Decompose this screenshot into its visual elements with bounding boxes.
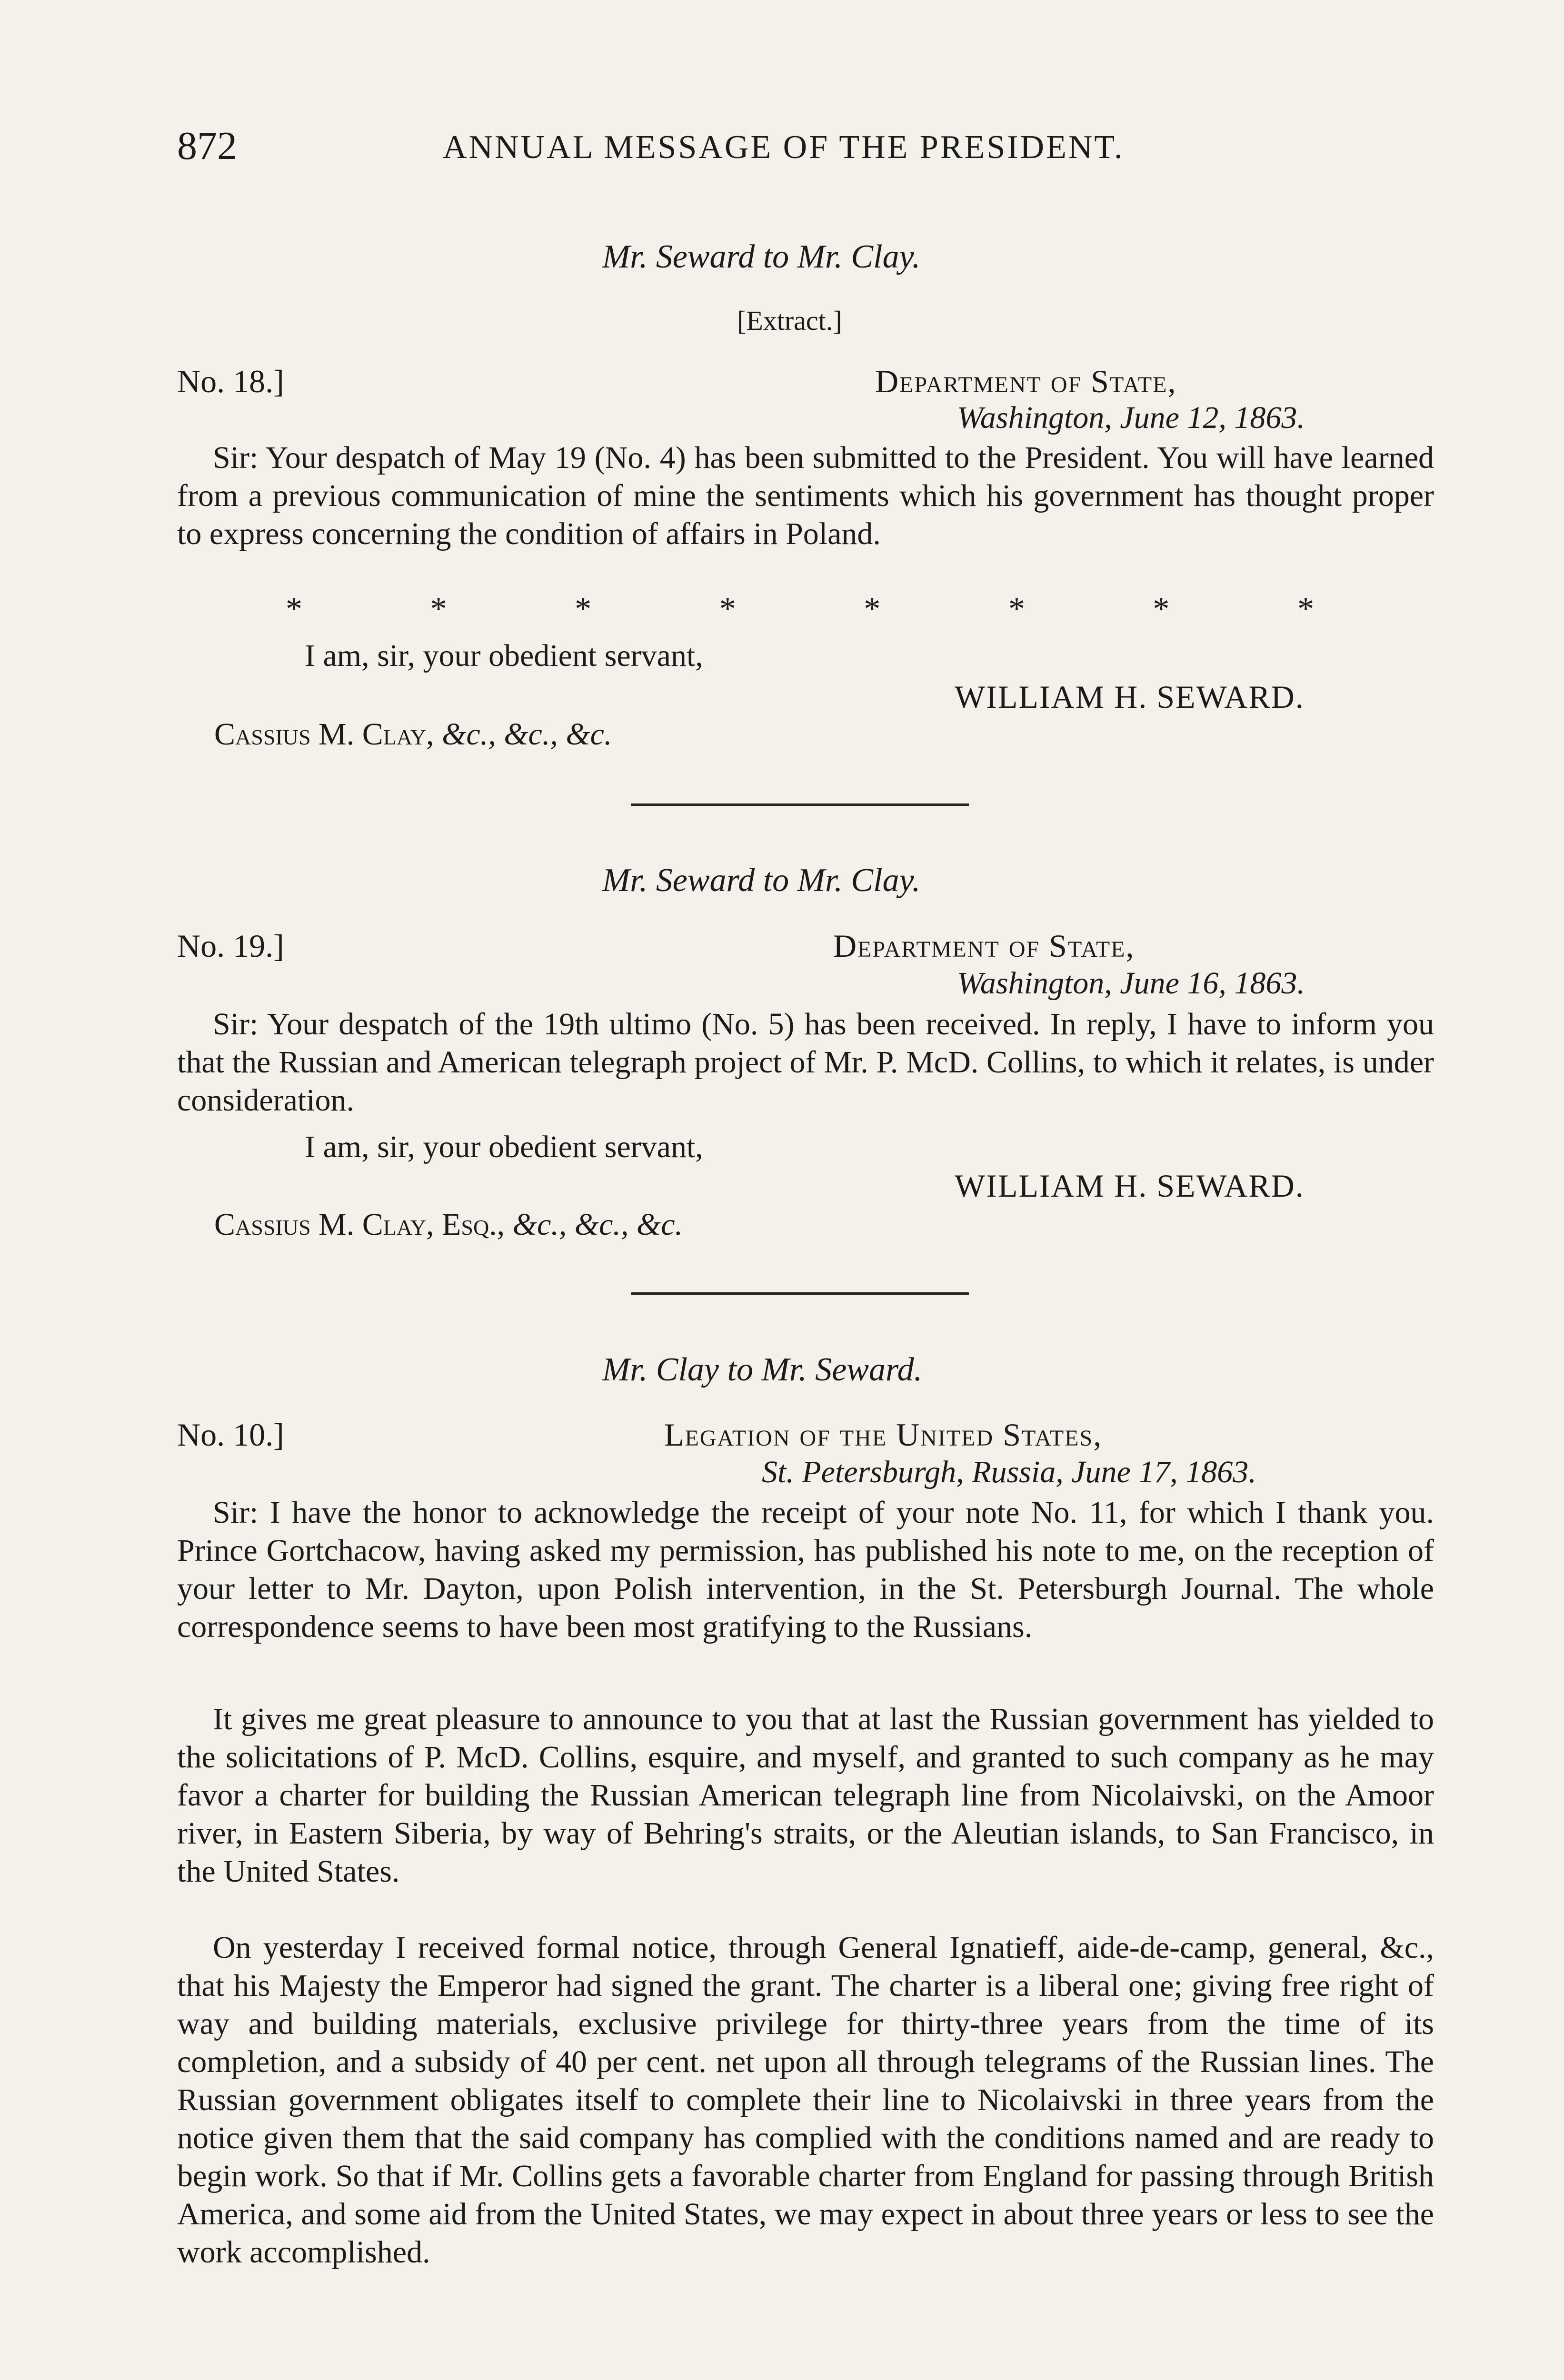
omission-mark: * [430, 591, 447, 627]
running-title: ANNUAL MESSAGE OF THE PRESIDENT. [443, 129, 1125, 166]
omission-mark: * [864, 591, 881, 627]
letter-1-omission-marks [286, 590, 1314, 628]
letter-1-extract-note: [Extract.] [737, 305, 842, 336]
letter-1-number: No. 18.] [177, 363, 284, 399]
letter-2-addressee-name: Cassius M. Clay, Esq., [214, 1207, 505, 1242]
omission-mark: * [575, 591, 592, 627]
letter-1-signature: WILLIAM H. SEWARD. [955, 679, 1305, 715]
section-divider [631, 1292, 969, 1295]
letter-2-closing: I am, sir, your obedient servant, [305, 1130, 703, 1164]
letter-2-date: June 16, 1863. [1120, 966, 1305, 1001]
letter-1-addressee-suffix: &c., &c., &c. [442, 717, 612, 752]
page-number: 872 [177, 124, 237, 168]
letter-2-place: Washington, [957, 966, 1112, 1001]
omission-mark: * [1008, 591, 1025, 627]
letter-1-paragraph-1: Sir: Your despatch of May 19 (No. 4) has been submitted to the President. You will have learned from a previous communication of mine the sentiments which his government has thought proper to express concerning the condition of affairs in Poland. [177, 440, 1434, 551]
letter-3-paragraph-2: It gives me great pleasure to announce to you that at last the Russian government has yielded to the solicitations of P. McD. Collins, esquire, and myself, and granted to such company as he may favor a charter for building the Russian American telegraph line from Nicolaivski, on the Amoor river, in Eastern Siberia, by way of Behring's straits, or the Aleutian islands, to San Francisco, in the United States. [177, 1702, 1434, 1889]
letter-2-addressee-suffix: &c., &c., &c. [512, 1207, 683, 1242]
letter-2-paragraph-1: Sir: Your despatch of the 19th ultimo (No. 5) has been received. In reply, I have to inform you that the Russian and American telegraph project of Mr. P. McD. Collins, to which it relates, is under consideration. [177, 1007, 1434, 1118]
letter-3-dateline [762, 1454, 1256, 1490]
letter-3-number: No. 10.] [177, 1417, 284, 1453]
letter-2-number: No. 19.] [177, 928, 284, 964]
letter-2-dateline [957, 965, 1305, 1002]
letter-1-addressee-name: Cassius M. Clay, [214, 717, 434, 752]
letter-3-sender-office: Legation of the United States, [664, 1417, 1103, 1453]
letter-3-paragraph-3: On yesterday I received formal notice, through General Ignatieff, aide-de-camp, general, &c., that his Majesty the Emperor had signed the grant. The charter is a liberal one; giving free right of way and building materials, exclusive privilege for thirty-three years from the time of its completion, and a subsidy of 40 per cent. net upon all through telegrams of the Russian lines. The Russian government obligates itself to complete their line to Nicolaivski in three years from the notice given them that the said company has complied with the conditions named and are ready to begin work. So that if Mr. Collins gets a favorable charter from England for passing through British America, and some aid from the United States, we may expect in about three years or less to see the work accomplished. [177, 1930, 1434, 2270]
letter-2-addressee [214, 1207, 683, 1243]
letter-1-dateline [957, 400, 1305, 436]
letter-1-sender-office: Department of State, [875, 363, 1177, 399]
letter-3-heading: Mr. Clay to Mr. Seward. [602, 1351, 923, 1388]
letter-1-closing: I am, sir, your obedient servant, [305, 638, 703, 673]
omission-mark: * [719, 591, 736, 627]
letter-2-sender-office: Department of State, [833, 928, 1135, 964]
letter-2-heading: Mr. Seward to Mr. Clay. [602, 862, 921, 899]
letter-2-signature: WILLIAM H. SEWARD. [955, 1168, 1305, 1204]
letter-1-date: June 12, 1863. [1120, 400, 1305, 435]
omission-mark: * [286, 591, 302, 627]
section-divider [631, 803, 969, 806]
letter-1-heading: Mr. Seward to Mr. Clay. [602, 238, 921, 275]
letter-1-place: Washington, [957, 400, 1112, 435]
omission-mark: * [1153, 591, 1170, 627]
letter-3-place: St. Petersburgh, Russia, [762, 1455, 1064, 1489]
letter-3-paragraph-1: Sir: I have the honor to acknowledge the receipt of your note No. 11, for which I thank you. Prince Gortchacow, having asked my permission, has published his note to me, on the reception of your letter to Mr. Dayton, upon Polish intervention, in the St. Petersburgh Journal. The whole correspondence seems to have been most gratifying to the Russians. [177, 1495, 1434, 1644]
omission-mark: * [1297, 591, 1314, 627]
letter-1-addressee [214, 716, 612, 753]
letter-3-date: June 17, 1863. [1071, 1455, 1256, 1489]
